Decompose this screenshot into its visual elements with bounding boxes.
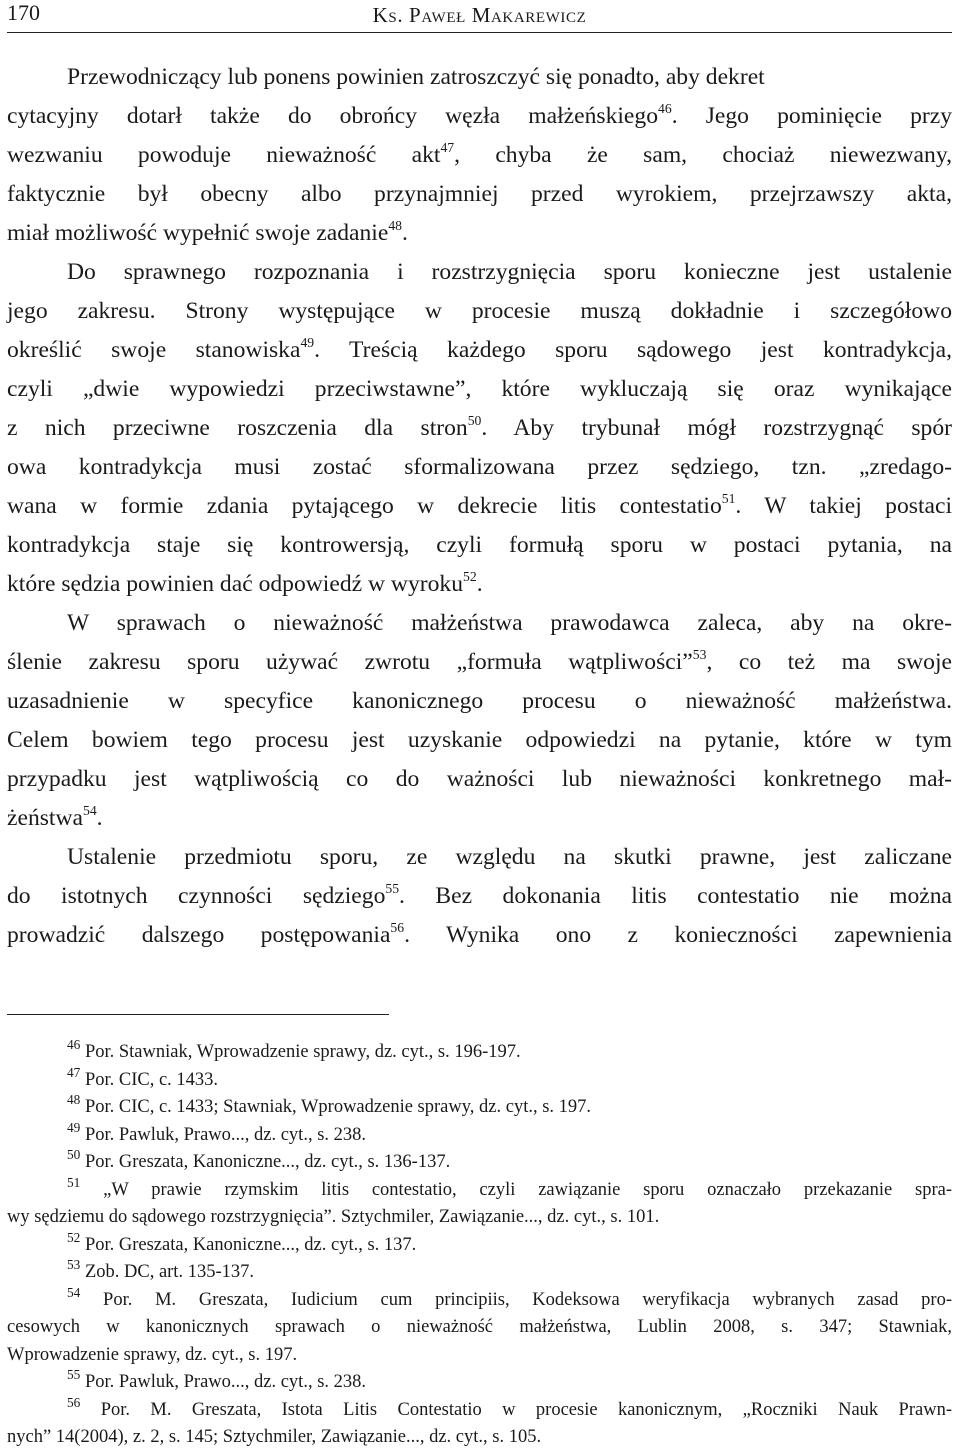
text-run: Por. Pawluk, Prawo..., dz. cyt., s. 238. (80, 1124, 367, 1145)
text-run: Wprowadzenie sprawy, dz. cyt., s. 197. (7, 1344, 298, 1365)
footnote-ref: 54 (67, 1284, 81, 1300)
text-line (7, 370, 952, 409)
footnote-ref: 52 (67, 1229, 81, 1245)
footnote-ref: 49 (67, 1119, 81, 1135)
text-line (7, 721, 952, 760)
text-run: . (476, 571, 483, 597)
footnote-ref: 50 (467, 413, 482, 429)
text-run: kontradykcja staje się kontrowersją, czyli formułą sporu w postaci pytania, na (7, 532, 952, 558)
text-line (7, 916, 952, 955)
footnote-line (7, 1119, 952, 1150)
footnote-line (7, 1229, 952, 1260)
footnote-line (7, 1342, 952, 1370)
footnote-ref: 52 (463, 569, 477, 585)
text-line (7, 799, 952, 838)
text-run: żeństwa (7, 805, 83, 831)
text-run: , chyba że sam, chociaż niewezwany, (454, 142, 952, 168)
footnote-line (7, 1314, 952, 1342)
text-line (7, 331, 952, 370)
text-line (7, 682, 952, 721)
text-run: Por. Pawluk, Prawo..., dz. cyt., s. 238. (80, 1372, 367, 1392)
text-run: cytacyjny dotarł także do obrońcy węzła małżeńskiego (7, 103, 659, 129)
footnote-line (7, 1094, 952, 1122)
text-line (7, 643, 952, 682)
text-run: czyli „dwie wypowiedzi przeciwstawne”, które wykluczają się oraz wynikające (7, 376, 952, 402)
footnote-ref: 55 (385, 881, 400, 897)
text-line (7, 838, 952, 877)
text-run: określić swoje stanowiska (7, 337, 301, 363)
text-line (7, 136, 952, 175)
footnote-ref: 46 (67, 1037, 81, 1053)
footnote-line (7, 1369, 952, 1397)
text-run: cesowych w kanonicznych sprawach o nieważność małżeństwa, Lublin 2008, s. 347; Stawniak, (7, 1317, 952, 1337)
footnote-line (7, 1424, 952, 1452)
text-run: z nich przeciwne roszczenia dla stron (7, 415, 468, 441)
text-run: . Jego pominięcie przy (671, 103, 953, 129)
text-line (7, 565, 952, 604)
main-text (7, 58, 952, 955)
footnote-separator (7, 1014, 389, 1015)
text-line (7, 214, 952, 253)
footnote-line (7, 1259, 952, 1287)
text-line (7, 253, 952, 292)
text-run: przypadku jest wątpliwością co do ważności lub nieważności konkretnego mał- (7, 766, 952, 792)
footnote-line (7, 1149, 952, 1177)
footnote-ref: 50 (67, 1147, 81, 1163)
text-line (7, 97, 952, 136)
text-line (7, 526, 952, 565)
text-run: Ustalenie przedmiotu sporu, ze względu na skutki prawne, jest zaliczane (67, 844, 952, 870)
text-line (7, 292, 952, 331)
footnote-line (7, 1039, 952, 1067)
footnote-ref: 47 (67, 1064, 81, 1080)
text-run: miał możliwość wypełnić swoje zadanie (7, 220, 389, 246)
text-run: nych” 14(2004), z. 2, s. 145; Sztychmiler, Zawiązanie..., dz. cyt., s. 105. (7, 1427, 542, 1447)
footnote-ref: 48 (67, 1092, 81, 1108)
text-run: . Aby trybunał mógł rozstrzygnąć spór (481, 415, 952, 441)
text-run: wana w formie zdania pytającego w dekrecie litis contestatio (7, 493, 722, 519)
text-run: Przewodniczący lub ponens powinien zatroszczyć się ponadto, aby dekret (67, 64, 765, 90)
text-run: do istotnych czynności sędziego (7, 883, 386, 909)
text-run: uzasadnienie w specyfice kanonicznego procesu o nieważność małżeństwa. (7, 688, 952, 714)
text-run: . Bez dokonania litis contestatio nie można (399, 883, 952, 909)
text-run: Por. CIC, c. 1433; Stawniak, Wprowadzenie sprawy, dz. cyt., s. 197. (80, 1097, 592, 1117)
page-number: 170 (7, 0, 40, 25)
text-line (7, 448, 952, 487)
text-run: faktycznie był obecny albo przynajmniej przed wyrokiem, przejrzawszy akta, (7, 181, 952, 207)
footnote-line (7, 1394, 952, 1425)
text-run: Por. Greszata, Kanoniczne..., dz. cyt., s. 136-137. (80, 1152, 451, 1172)
footnote-ref: 53 (692, 647, 707, 663)
text-run: . Treścią każdego sporu sądowego jest kontradykcja, (314, 337, 953, 363)
footnote-line (7, 1064, 952, 1095)
footnote-ref: 48 (388, 218, 402, 234)
text-run: „W prawie rzymskim litis contestatio, czyli zawiązanie sporu oznaczało przekazanie spra- (80, 1179, 952, 1200)
text-line (7, 58, 952, 97)
text-run: ślenie zakresu sporu używać zwrotu „formuła wątpliwości” (7, 649, 693, 675)
footnote-line (7, 1284, 952, 1315)
text-line (7, 604, 952, 643)
text-run: Por. M. Greszata, Istota Litis Contestatio w procesie kanonicznym, „Roczniki Nauk Prawn- (80, 1399, 952, 1420)
text-line (7, 877, 952, 916)
running-head: Ks. Paweł Makarewicz (372, 3, 587, 27)
text-run: jego zakresu. Strony występujące w procesie muszą dokładnie i szczegółowo (7, 298, 952, 324)
text-line (7, 760, 952, 799)
text-run: . (402, 220, 408, 246)
footnote-line (7, 1174, 952, 1205)
footnote-ref: 56 (390, 920, 405, 936)
text-run: wezwaniu powoduje nieważność akt (7, 142, 441, 168)
footnote-ref: 47 (440, 140, 455, 156)
text-run: owa kontradykcja musi zostać sformalizowana przez sędziego, tzn. „zredago- (7, 454, 952, 480)
header-rule (7, 32, 952, 33)
text-run: . Wynika ono z konieczności zapewnienia (404, 922, 952, 948)
text-run: które sędzia powinien dać odpowiedź w wyroku (7, 571, 464, 597)
text-run: prowadzić dalszego postępowania (7, 922, 391, 948)
footnotes (7, 1039, 952, 1452)
page-header (7, 0, 952, 33)
text-run: Por. CIC, c. 1433. (80, 1069, 219, 1090)
footnote-ref: 54 (83, 803, 97, 819)
text-run: Zob. DC, art. 135-137. (80, 1262, 254, 1282)
text-line (7, 487, 952, 526)
text-run: Por. Stawniak, Wprowadzenie sprawy, dz. cyt., s. 196-197. (80, 1042, 521, 1062)
text-run: . W takiej postaci (735, 493, 952, 519)
text-run: Por. M. Greszata, Iudicium cum principiis, Kodeksowa weryfikacja wybranych zasad pro- (80, 1289, 952, 1310)
text-run: W sprawach o nieważność małżeństwa prawodawca zaleca, aby na okre- (67, 610, 952, 636)
footnote-ref: 51 (67, 1174, 81, 1190)
text-line (7, 409, 952, 448)
text-run: , co też ma swoje (706, 649, 952, 675)
footnote-line (7, 1204, 952, 1232)
footnote-ref: 46 (658, 101, 672, 117)
text-line (7, 175, 952, 214)
footnote-ref: 56 (67, 1394, 81, 1410)
text-run: Celem bowiem tego procesu jest uzyskanie odpowiedzi na pytanie, które w tym (7, 727, 952, 753)
footnote-ref: 53 (67, 1257, 81, 1273)
footnote-ref: 55 (67, 1367, 81, 1383)
text-run: wy sędziemu do sądowego rozstrzygnięcia”. Sztychmiler, Zawiązanie..., dz. cyt., s. 101. (7, 1207, 660, 1227)
footnote-ref: 51 (721, 491, 736, 507)
text-run: Por. Greszata, Kanoniczne..., dz. cyt., s. 137. (80, 1234, 417, 1255)
text-run: . (96, 805, 103, 831)
text-run: Do sprawnego rozpoznania i rozstrzygnięcia sporu konieczne jest ustalenie (67, 259, 952, 285)
footnote-ref: 49 (300, 335, 315, 351)
